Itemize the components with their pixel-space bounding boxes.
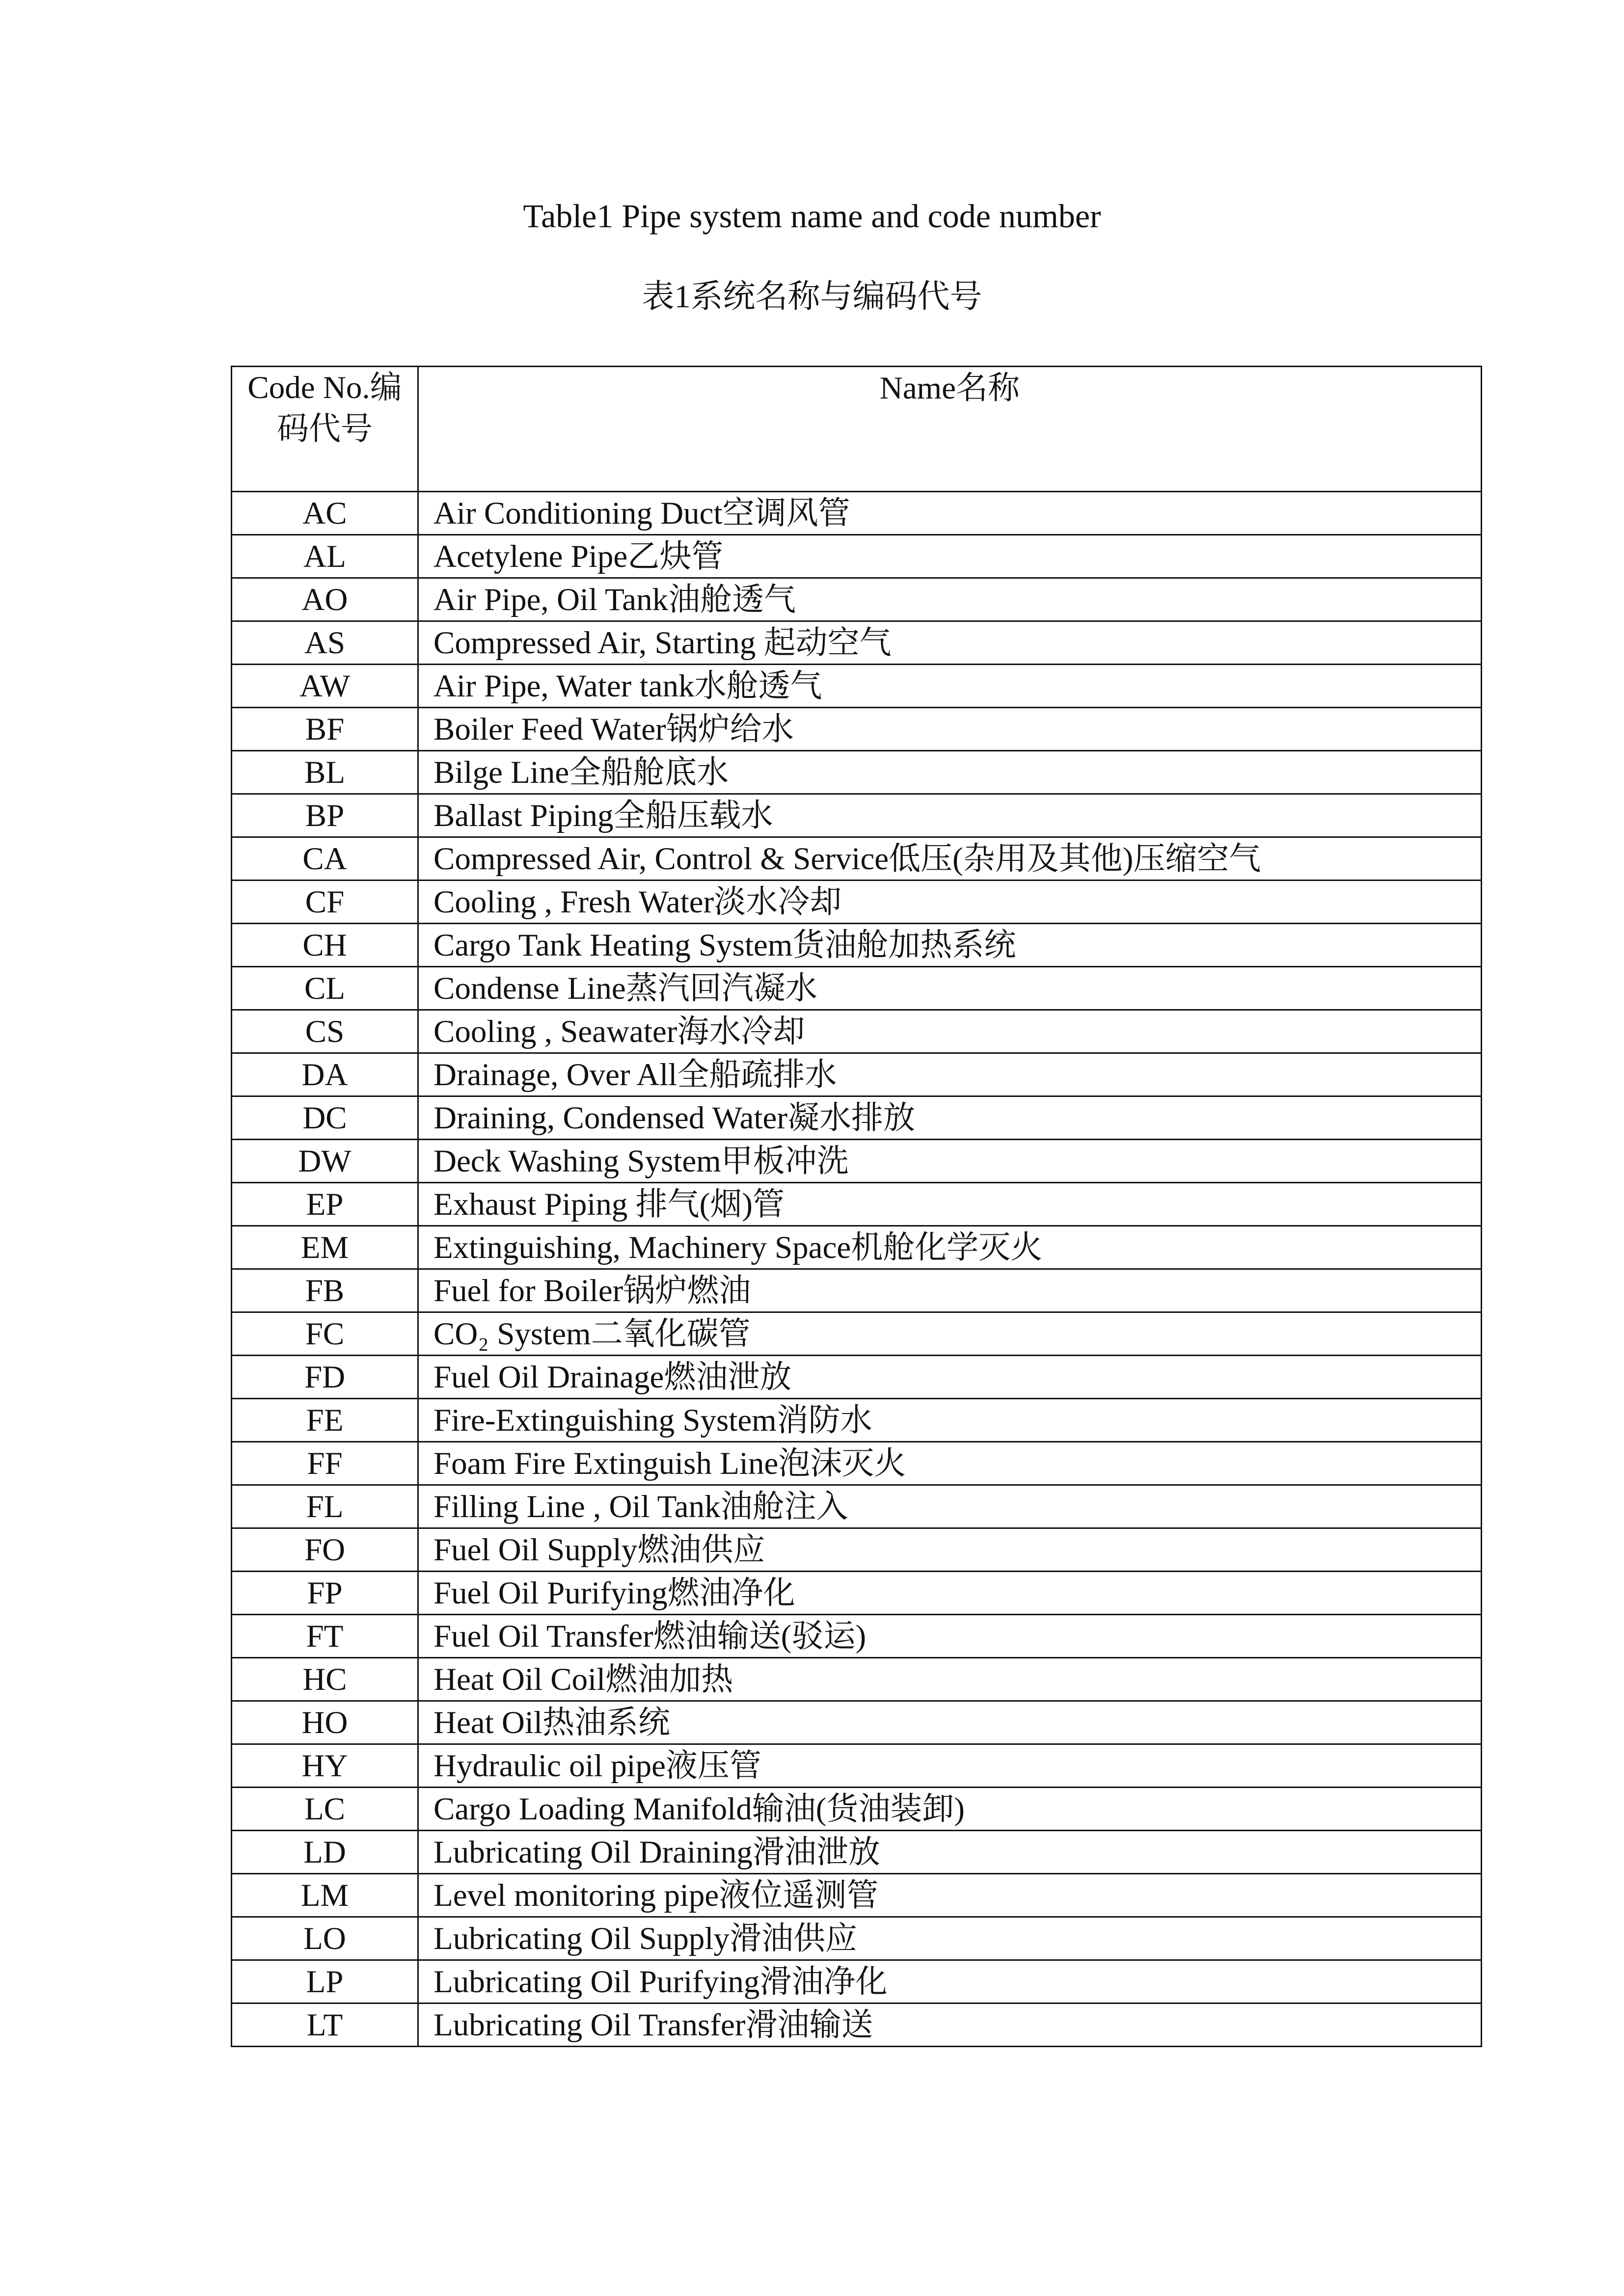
name-cell: Compressed Air, Control & Service低压(杂用及其他)压缩空气: [418, 837, 1482, 881]
name-cell: Boiler Feed Water锅炉给水: [418, 708, 1482, 751]
code-cell: FD: [232, 1356, 418, 1399]
code-cell: AW: [232, 665, 418, 708]
name-cell: Condense Line蒸汽回汽凝水: [418, 967, 1482, 1010]
name-cell: Air Pipe, Oil Tank油舱透气: [418, 578, 1482, 621]
table-row: [232, 1356, 1482, 1399]
table-row: [232, 1096, 1482, 1140]
table-row: [232, 1183, 1482, 1226]
name-cell: Cargo Tank Heating System货油舱加热系统: [418, 924, 1482, 967]
table-title-chinese: 表1系统名称与编码代号: [642, 279, 982, 315]
name-cell: Fuel Oil Drainage燃油泄放: [418, 1356, 1482, 1399]
name-cell: Extinguishing, Machinery Space机舱化学灭火: [418, 1226, 1482, 1269]
table-row: [232, 1010, 1482, 1053]
table-row: [232, 492, 1482, 535]
table-row: [232, 621, 1482, 665]
table-row: [232, 1528, 1482, 1572]
table-row: [232, 1442, 1482, 1485]
name-cell: Cargo Loading Manifold输油(货油装卸): [418, 1788, 1482, 1831]
name-cell: Ballast Piping全船压载水: [418, 794, 1482, 837]
code-cell: BF: [232, 708, 418, 751]
code-cell: FP: [232, 1572, 418, 1615]
table-row: [232, 1615, 1482, 1658]
table-row: [232, 837, 1482, 881]
code-cell: CL: [232, 967, 418, 1010]
pipe-code-table: [231, 366, 1482, 2047]
table-row: [232, 1399, 1482, 1442]
table-row: [232, 1744, 1482, 1788]
code-cell: CS: [232, 1010, 418, 1053]
table-row: [232, 1701, 1482, 1744]
table-row: [232, 665, 1482, 708]
table-row: [232, 578, 1482, 621]
name-cell: Heat Oil热油系统: [418, 1701, 1482, 1744]
code-cell: FL: [232, 1485, 418, 1528]
code-cell: DA: [232, 1053, 418, 1096]
name-cell: Fuel Oil Transfer燃油输送(驳运): [418, 1615, 1482, 1658]
table-row: [232, 535, 1482, 578]
code-cell: CA: [232, 837, 418, 881]
name-cell: Exhaust Piping 排气(烟)管: [418, 1183, 1482, 1226]
table-row: [232, 1917, 1482, 1960]
code-cell: HC: [232, 1658, 418, 1701]
name-cell: Lubricating Oil Purifying滑油净化: [418, 1960, 1482, 2003]
code-cell: BL: [232, 751, 418, 794]
name-cell: Compressed Air, Starting 起动空气: [418, 621, 1482, 665]
table-header-row: [232, 367, 1482, 492]
name-cell: Drainage, Over All全船疏排水: [418, 1053, 1482, 1096]
code-cell: FF: [232, 1442, 418, 1485]
name-cell: Lubricating Oil Supply滑油供应: [418, 1917, 1482, 1960]
code-cell: HO: [232, 1701, 418, 1744]
code-cell: DC: [232, 1096, 418, 1140]
name-cell: Hydraulic oil pipe液压管: [418, 1744, 1482, 1788]
code-cell: DW: [232, 1140, 418, 1183]
name-cell: Foam Fire Extinguish Line泡沫灭火: [418, 1442, 1482, 1485]
name-cell: Lubricating Oil Transfer滑油输送: [418, 2003, 1482, 2047]
table-row: [232, 1874, 1482, 1917]
name-cell: Bilge Line全船舱底水: [418, 751, 1482, 794]
name-cell: Cooling , Fresh Water淡水冷却: [418, 881, 1482, 924]
name-cell: Fuel Oil Supply燃油供应: [418, 1528, 1482, 1572]
name-cell: Lubricating Oil Draining滑油泄放: [418, 1831, 1482, 1874]
code-cell: FT: [232, 1615, 418, 1658]
name-cell: Fuel for Boiler锅炉燃油: [418, 1269, 1482, 1312]
table-row: [232, 2003, 1482, 2047]
table-row: [232, 1312, 1482, 1356]
code-cell: LC: [232, 1788, 418, 1831]
table-title-english: Table1 Pipe system name and code number: [523, 197, 1101, 235]
code-cell: FE: [232, 1399, 418, 1442]
name-cell: CO₂ System二氧化碳管: [418, 1312, 1482, 1356]
name-cell: Fuel Oil Purifying燃油净化: [418, 1572, 1482, 1615]
code-cell: EP: [232, 1183, 418, 1226]
table-row: [232, 1658, 1482, 1701]
table-row: [232, 967, 1482, 1010]
name-cell: Acetylene Pipe乙炔管: [418, 535, 1482, 578]
table-row: [232, 1960, 1482, 2003]
name-cell: Draining, Condensed Water凝水排放: [418, 1096, 1482, 1140]
code-cell: HY: [232, 1744, 418, 1788]
code-cell: FC: [232, 1312, 418, 1356]
header-name: Name名称: [418, 367, 1482, 492]
code-cell: EM: [232, 1226, 418, 1269]
table-row: [232, 1053, 1482, 1096]
table-row: [232, 794, 1482, 837]
code-cell: LP: [232, 1960, 418, 2003]
table-body: [232, 492, 1482, 2047]
name-cell: Fire-Extinguishing System消防水: [418, 1399, 1482, 1442]
table-row: [232, 1788, 1482, 1831]
name-cell: Air Pipe, Water tank水舱透气: [418, 665, 1482, 708]
table-row: [232, 1269, 1482, 1312]
table-row: [232, 1140, 1482, 1183]
code-cell: FB: [232, 1269, 418, 1312]
table-row: [232, 924, 1482, 967]
name-cell: Heat Oil Coil燃油加热: [418, 1658, 1482, 1701]
header-code: Code No.编码代号: [232, 367, 418, 492]
code-cell: BP: [232, 794, 418, 837]
table-row: [232, 751, 1482, 794]
name-cell: Level monitoring pipe液位遥测管: [418, 1874, 1482, 1917]
table-row: [232, 708, 1482, 751]
code-cell: AC: [232, 492, 418, 535]
table-row: [232, 1831, 1482, 1874]
code-cell: CH: [232, 924, 418, 967]
code-cell: FO: [232, 1528, 418, 1572]
code-cell: AO: [232, 578, 418, 621]
code-cell: AL: [232, 535, 418, 578]
table-row: [232, 881, 1482, 924]
table-row: [232, 1485, 1482, 1528]
code-cell: AS: [232, 621, 418, 665]
code-cell: CF: [232, 881, 418, 924]
table-row: [232, 1572, 1482, 1615]
table-row: [232, 1226, 1482, 1269]
code-cell: LT: [232, 2003, 418, 2047]
name-cell: Filling Line , Oil Tank油舱注入: [418, 1485, 1482, 1528]
name-cell: Deck Washing System甲板冲洗: [418, 1140, 1482, 1183]
name-cell: Air Conditioning Duct空调风管: [418, 492, 1482, 535]
name-cell: Cooling , Seawater海水冷却: [418, 1010, 1482, 1053]
code-cell: LO: [232, 1917, 418, 1960]
code-cell: LM: [232, 1874, 418, 1917]
code-cell: LD: [232, 1831, 418, 1874]
